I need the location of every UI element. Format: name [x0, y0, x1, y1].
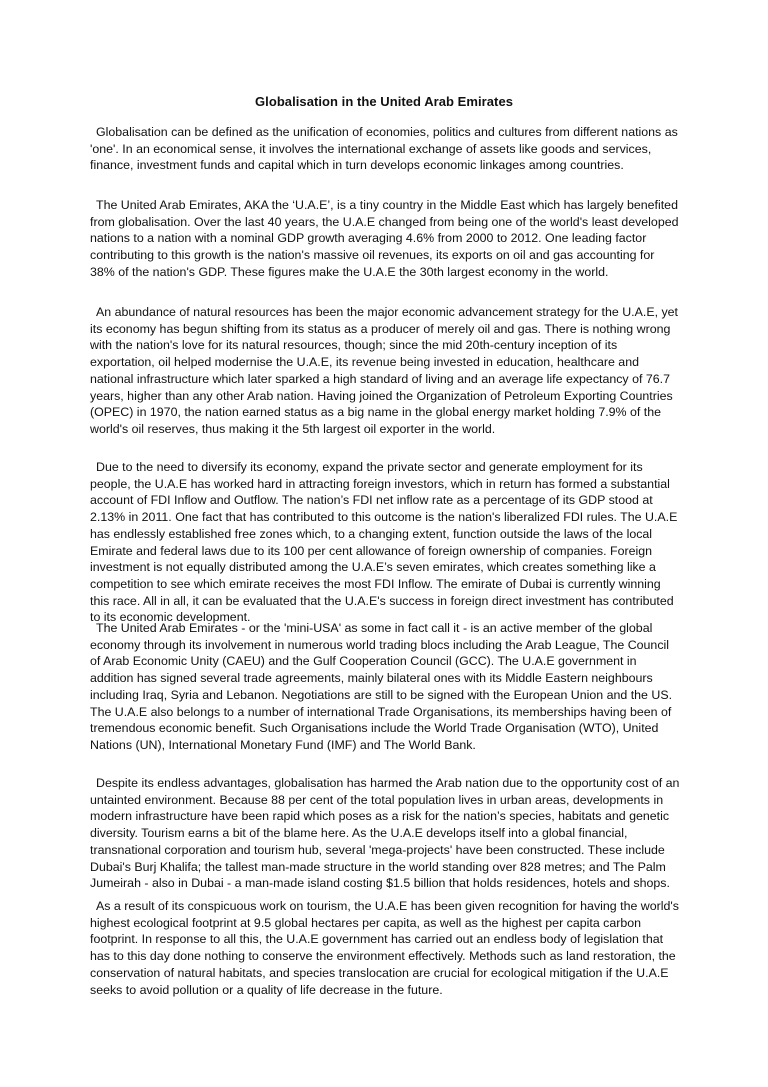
paragraph-natural-resources: An abundance of natural resources has been the major economic advancement strategy for the U.A.E, yet its economy has begun shifting from its status as a producer of merely oil and gas. There is nothing wrong with the nation's love for its natural resources, though; since the mid 20th-century inception of its exportation, oil helped modernise the U.A.E, its revenue being invested in education, healthcare and national infrastructure which later sparked a high standard of living and an average life expectancy of 76.7 years, higher than any other Arab nation. Having joined the Organization of Petroleum Exporting Countries (OPEC) in 1970, the nation earned status as a big name in the global energy market holding 7.9% of the world's oil reserves, thus making it the 5th largest oil exporter in the world. — [90, 305, 679, 436]
paragraph-trading-blocs: The United Arab Emirates - or the 'mini-USA' as some in fact call it - is an active member of the global economy through its involvement in numerous world trading blocs including the Arab League, The Council of Arab Economic Unity (CAEU) and the Gulf Cooperation Council (GCC). The U.A.E government in addition has signed several trade agreements, mainly bilateral ones with its Middle Eastern neighbours including Iraq, Syria and Lebanon. Negotiations are still to be signed with the European Union and the US. The U.A.E also belongs to a number of international Trade Organisations, its memberships having been of tremendous economic benefit. Such Organisations include the World Trade Organisation (WTO), United Nations (UN), International Monetary Fund (IMF) and The World Bank. — [90, 621, 673, 752]
paragraph-fdi: Due to the need to diversify its economy, expand the private sector and generate employment for its people, the U.A.E has worked hard in attracting foreign investors, which in return has formed a substantial account of FDI Inflow and Outflow. The nation’s FDI net inflow rate as a percentage of its GDP stood at 2.13% in 2011. One fact that has contributed to this outcome is the nation's liberalized FDI rules. The U.A.E has endlessly established free zones which, to a changing extent, function outside the laws of the local Emirate and federal laws due to its 100 per cent allowance of foreign ownership of companies. Foreign investment is not equally distributed among the U.A.E’s seven emirates, which creates something like a competition to see which emirate receives the most FDI Inflow. The emirate of Dubai is currently winning this race. All in all, it can be evaluated that the U.A.E's success in foreign direct investment has contributed to its economic development. — [90, 460, 678, 625]
paragraph-uae-overview: The United Arab Emirates, AKA the ‘U.A.E’, is a tiny country in the Middle East which has largely benefited from globalisation. Over the last 40 years, the U.A.E changed from being one of the world's least developed nations to a nation with a nominal GDP growth averaging 4.6% from 2000 to 2012. One leading factor contributing to this growth is the nation's massive oil revenues, its exports on oil and gas accounting for 38% of the nation's GDP. These figures make the U.A.E the 30th largest economy in the world. — [90, 198, 679, 279]
paragraph-environment-harm: Despite its endless advantages, globalisation has harmed the Arab nation due to the opportunity cost of an untainted environment. Because 88 per cent of the total population lives in urban areas, developments in modern infrastructure have been rapid which poses as a risk for the nation’s species, habitats and genetic diversity. Tourism earns a bit of the blame here. As the U.A.E develops itself into a global financial, transnational corporation and tourism hub, several 'mega-projects' have been constructed. These include Dubai's Burj Khalifa; the tallest man-made structure in the world standing over 828 metres; and The Palm Jumeirah - also in Dubai - a man-made island costing $1.5 billion that holds residences, hotels and shops. — [90, 776, 680, 891]
paragraph-definition: Globalisation can be defined as the unification of economies, politics and cultures from different nations as 'one'. In an economical sense, it involves the international exchange of assets like goods and services, finance, investment funds and capital which in turn develops economic linkages among countries. — [90, 125, 678, 173]
paragraph-ecological-footprint: As a result of its conspicuous work on tourism, the U.A.E has been given recognition for having the world's highest ecological footprint at 9.5 global hectares per capita, as well as the highest per capita carbon footprint. In response to all this, the U.A.E government has carried out an endless body of legislation that has to this day done nothing to conserve the environment effectively. Methods such as land restoration, the conservation of natural habitats, and species translocation are crucial for ecological mitigation if the U.A.E seeks to avoid pollution or a quality of life decrease in the future. — [90, 899, 679, 997]
document-title: Globalisation in the United Arab Emirates — [255, 94, 513, 109]
